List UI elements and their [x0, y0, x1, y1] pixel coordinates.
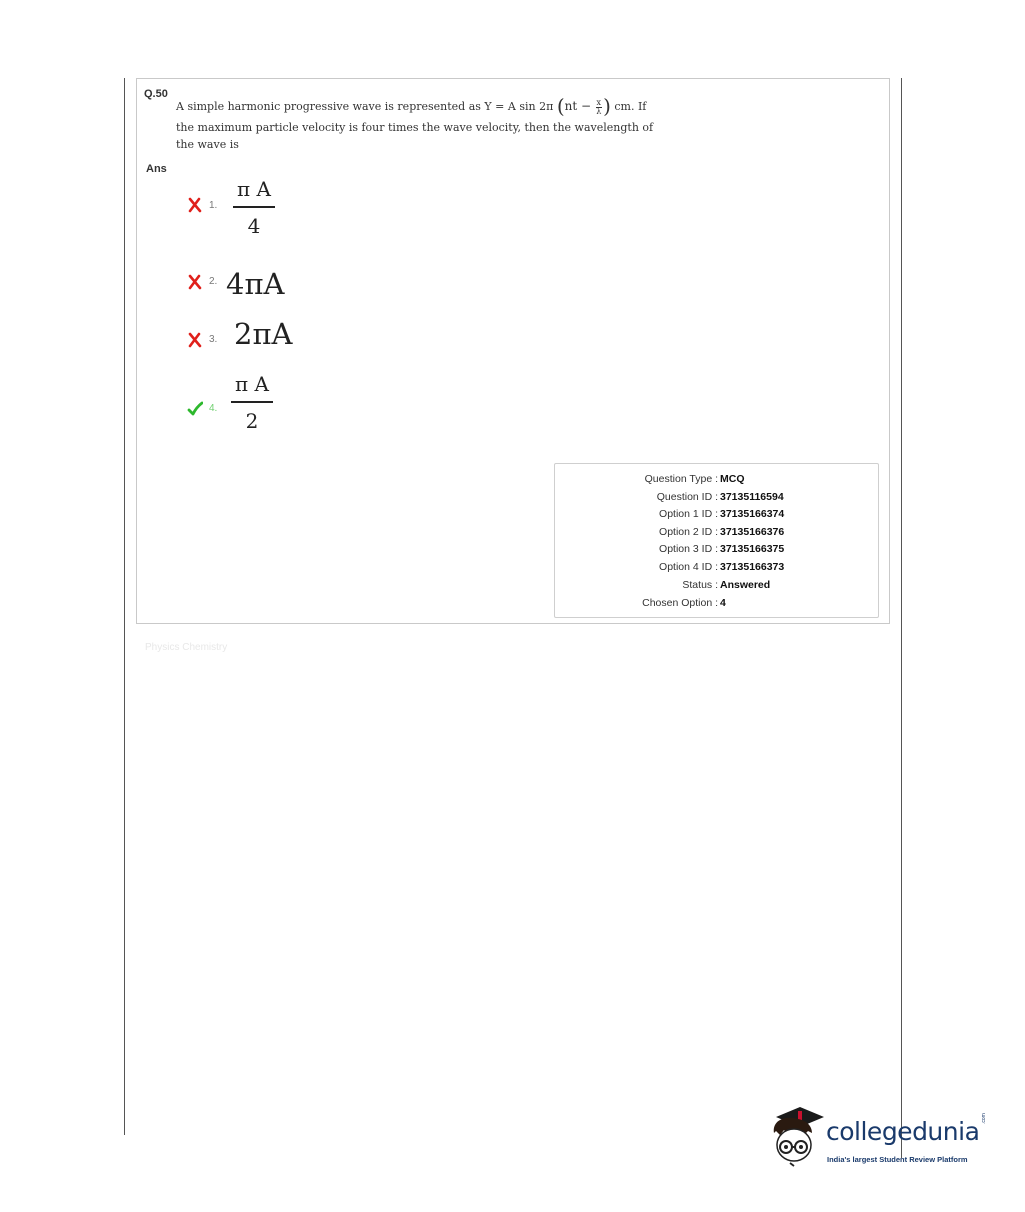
- ans-label: Ans: [146, 163, 167, 175]
- cross-icon: [187, 274, 203, 290]
- mascot-icon: [768, 1103, 826, 1175]
- info-row-option-1-id: Option 1 ID : 37135166374: [659, 508, 785, 520]
- info-row-status: Status : Answered: [682, 579, 771, 591]
- info-row-question-id: Question ID : 37135116594: [656, 491, 784, 503]
- denominator: 2: [245, 409, 259, 433]
- collegedunia-logo[interactable]: [768, 1103, 993, 1178]
- right-margin-line: [901, 78, 902, 1158]
- option-1-fraction: [233, 178, 275, 237]
- faded-section-label: Physics Chemistry: [145, 642, 228, 653]
- option-3-value: 2πA: [234, 317, 293, 351]
- x-over-lambda-fraction: $\frac{x}{\lambda}$: [596, 97, 602, 116]
- denominator: 4: [247, 214, 261, 238]
- numerator: π A: [233, 178, 275, 208]
- option-number: 3.: [209, 334, 218, 345]
- option-number: 1.: [209, 200, 218, 211]
- option-4-fraction: [231, 373, 273, 432]
- logo-wordmark: collegedunia: [826, 1117, 980, 1146]
- question-text: [176, 94, 676, 154]
- option-2-value: 4πA: [226, 267, 285, 301]
- question-line-1: A simple harmonic progressive wave is represented as Y = A sin 2π (nt − $\frac{x}{\lambda}$ ) cm. If: [176, 94, 647, 118]
- question-info-box: [554, 463, 879, 618]
- question-panel: [136, 78, 890, 624]
- info-row-question-type: Question Type : MCQ: [644, 473, 745, 485]
- logo-tagline: India's largest Student Review Platform: [827, 1155, 968, 1164]
- cross-icon: [187, 197, 203, 213]
- info-row-option-4-id: Option 4 ID : 37135166373: [659, 561, 785, 573]
- question-line-2: the maximum particle velocity is four times the wave velocity, then the wavelength of: [176, 121, 654, 134]
- option-number: 2.: [209, 276, 218, 287]
- info-row-option-2-id: Option 2 ID : 37135166376: [659, 526, 785, 538]
- question-line-3: the wave is: [176, 138, 239, 151]
- logo-domain-suffix: .com: [981, 1113, 987, 1124]
- info-row-chosen-option: Chosen Option : 4: [642, 597, 726, 609]
- left-margin-line: [124, 78, 125, 1135]
- cross-icon: [187, 332, 203, 348]
- check-icon: [187, 401, 203, 417]
- option-number: 4.: [209, 403, 218, 414]
- question-number: Q.50: [144, 88, 168, 100]
- info-row-option-3-id: Option 3 ID : 37135166375: [659, 543, 785, 555]
- numerator: π A: [231, 373, 273, 403]
